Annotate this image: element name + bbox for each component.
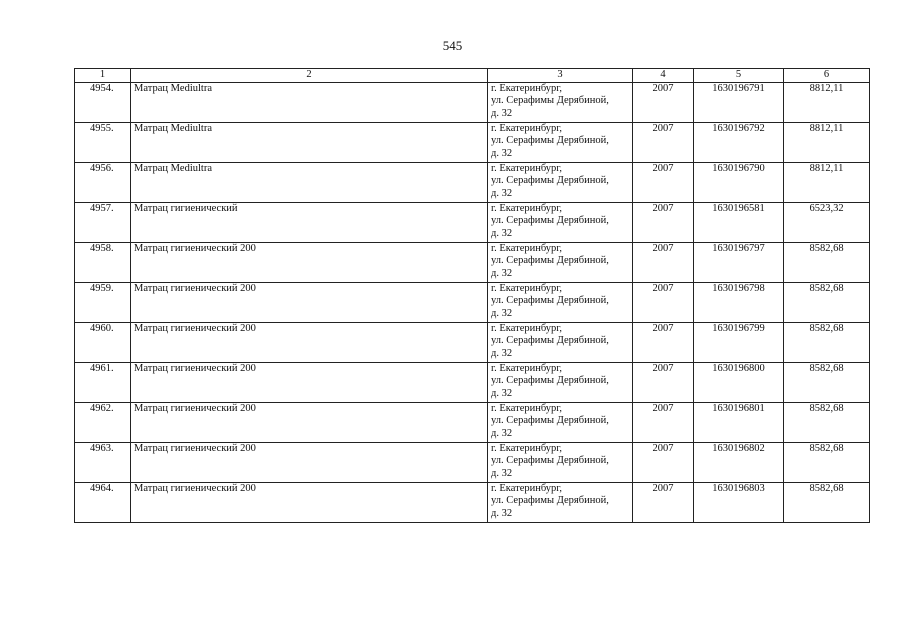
address-city: г. Екатеринбург, xyxy=(491,282,563,294)
item-name: Матрац Mediultra xyxy=(131,122,488,162)
header-row xyxy=(75,69,870,83)
item-cost: 8582,68 xyxy=(784,242,870,282)
address-street: ул. Серафимы Дерябиной, xyxy=(491,415,609,426)
address-street: ул. Серафимы Дерябиной, xyxy=(491,375,609,386)
address-building: д. 32 xyxy=(491,147,513,159)
item-year: 2007 xyxy=(633,442,694,482)
item-name: Матрац Mediultra xyxy=(131,162,488,202)
address-street: ул. Серафимы Дерябиной, xyxy=(491,295,609,306)
row-number: 4964. xyxy=(75,482,131,522)
item-year: 2007 xyxy=(633,122,694,162)
address-street: ул. Серафимы Дерябиной, xyxy=(491,175,609,186)
item-year: 2007 xyxy=(633,402,694,442)
address-street: ул. Серафимы Дерябиной, xyxy=(491,255,609,266)
item-address xyxy=(488,362,633,402)
row-number: 4955. xyxy=(75,122,131,162)
inventory-number: 1630196799 xyxy=(694,322,784,362)
item-year: 2007 xyxy=(633,162,694,202)
column-header: 4 xyxy=(633,69,694,83)
address-city: г. Екатеринбург, xyxy=(491,402,563,414)
item-year: 2007 xyxy=(633,482,694,522)
table-row xyxy=(75,162,870,202)
table-row xyxy=(75,402,870,442)
item-name: Матрац гигиенический 200 xyxy=(131,442,488,482)
item-year: 2007 xyxy=(633,322,694,362)
inventory-number: 1630196581 xyxy=(694,202,784,242)
row-number: 4962. xyxy=(75,402,131,442)
address-city: г. Екатеринбург, xyxy=(491,482,563,494)
address-city: г. Екатеринбург, xyxy=(491,82,563,94)
column-header: 1 xyxy=(75,69,131,83)
row-number: 4960. xyxy=(75,322,131,362)
item-cost: 6523,32 xyxy=(784,202,870,242)
item-address xyxy=(488,162,633,202)
item-year: 2007 xyxy=(633,202,694,242)
address-street: ул. Серафимы Дерябиной, xyxy=(491,95,609,106)
item-name: Матрац гигиенический 200 xyxy=(131,282,488,322)
address-building: д. 32 xyxy=(491,267,513,279)
address-building: д. 32 xyxy=(491,347,513,359)
table-row xyxy=(75,242,870,282)
inventory-number: 1630196802 xyxy=(694,442,784,482)
address-building: д. 32 xyxy=(491,467,513,479)
address-building: д. 32 xyxy=(491,107,513,119)
address-street: ул. Серафимы Дерябиной, xyxy=(491,455,609,466)
item-address xyxy=(488,82,633,122)
item-address xyxy=(488,482,633,522)
item-year: 2007 xyxy=(633,362,694,402)
address-street: ул. Серафимы Дерябиной, xyxy=(491,335,609,346)
table-row xyxy=(75,282,870,322)
item-address xyxy=(488,202,633,242)
item-name: Матрац Mediultra xyxy=(131,82,488,122)
item-cost: 8582,68 xyxy=(784,282,870,322)
item-address xyxy=(488,122,633,162)
row-number: 4957. xyxy=(75,202,131,242)
item-address xyxy=(488,322,633,362)
address-city: г. Екатеринбург, xyxy=(491,442,563,454)
address-city: г. Екатеринбург, xyxy=(491,162,563,174)
item-cost: 8582,68 xyxy=(784,442,870,482)
table-row xyxy=(75,202,870,242)
table-row xyxy=(75,82,870,122)
item-cost: 8812,11 xyxy=(784,122,870,162)
inventory-number: 1630196800 xyxy=(694,362,784,402)
table-row xyxy=(75,482,870,522)
inventory-table xyxy=(74,68,870,523)
item-address xyxy=(488,402,633,442)
column-header: 6 xyxy=(784,69,870,83)
address-building: д. 32 xyxy=(491,427,513,439)
item-year: 2007 xyxy=(633,242,694,282)
item-address xyxy=(488,442,633,482)
item-cost: 8582,68 xyxy=(784,402,870,442)
table-row xyxy=(75,362,870,402)
address-street: ул. Серафимы Дерябиной, xyxy=(491,215,609,226)
row-number: 4959. xyxy=(75,282,131,322)
item-cost: 8812,11 xyxy=(784,162,870,202)
inventory-number: 1630196790 xyxy=(694,162,784,202)
item-cost: 8582,68 xyxy=(784,482,870,522)
item-name: Матрац гигиенический 200 xyxy=(131,242,488,282)
address-street: ул. Серафимы Дерябиной, xyxy=(491,135,609,146)
address-building: д. 32 xyxy=(491,187,513,199)
address-street: ул. Серафимы Дерябиной, xyxy=(491,495,609,506)
item-cost: 8582,68 xyxy=(784,362,870,402)
row-number: 4961. xyxy=(75,362,131,402)
address-city: г. Екатеринбург, xyxy=(491,242,563,254)
address-city: г. Екатеринбург, xyxy=(491,122,563,134)
address-city: г. Екатеринбург, xyxy=(491,362,563,374)
inventory-number: 1630196801 xyxy=(694,402,784,442)
address-city: г. Екатеринбург, xyxy=(491,322,563,334)
address-building: д. 32 xyxy=(491,507,513,519)
inventory-number: 1630196798 xyxy=(694,282,784,322)
item-address xyxy=(488,242,633,282)
address-building: д. 32 xyxy=(491,387,513,399)
inventory-number: 1630196791 xyxy=(694,82,784,122)
column-header: 5 xyxy=(694,69,784,83)
item-address xyxy=(488,282,633,322)
table-row xyxy=(75,442,870,482)
item-cost: 8582,68 xyxy=(784,322,870,362)
table-row xyxy=(75,122,870,162)
item-cost: 8812,11 xyxy=(784,82,870,122)
row-number: 4956. xyxy=(75,162,131,202)
item-name: Матрац гигиенический 200 xyxy=(131,322,488,362)
inventory-number: 1630196797 xyxy=(694,242,784,282)
table-row xyxy=(75,322,870,362)
column-header: 2 xyxy=(131,69,488,83)
address-building: д. 32 xyxy=(491,307,513,319)
item-name: Матрац гигиенический 200 xyxy=(131,482,488,522)
row-number: 4958. xyxy=(75,242,131,282)
page-number: 545 xyxy=(442,38,463,53)
item-name: Матрац гигиенический 200 xyxy=(131,402,488,442)
item-name: Матрац гигиенический xyxy=(131,202,488,242)
item-year: 2007 xyxy=(633,82,694,122)
column-header: 3 xyxy=(488,69,633,83)
row-number: 4954. xyxy=(75,82,131,122)
inventory-number: 1630196803 xyxy=(694,482,784,522)
item-name: Матрац гигиенический 200 xyxy=(131,362,488,402)
inventory-number: 1630196792 xyxy=(694,122,784,162)
address-city: г. Екатеринбург, xyxy=(491,202,563,214)
address-building: д. 32 xyxy=(491,227,513,239)
row-number: 4963. xyxy=(75,442,131,482)
item-year: 2007 xyxy=(633,282,694,322)
